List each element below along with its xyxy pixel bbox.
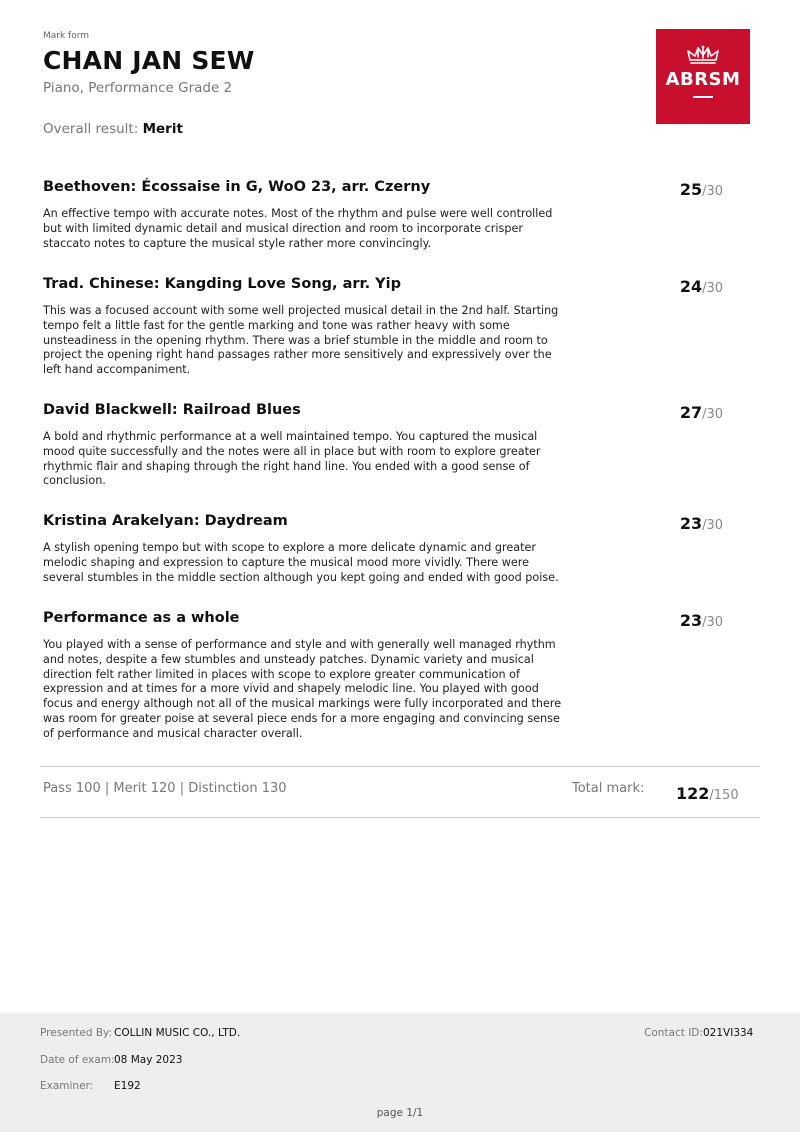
logo-text: ABRSM	[665, 69, 741, 90]
piece-score	[680, 514, 723, 533]
total-mark-max: /150	[709, 788, 739, 803]
examiner-comment: You played with a sense of performance and style and with generally well managed rhythm and notes, despite a few stumbles and unsteady patches. Dynamic variety and musical direction felt rather limited in places with scope to explore greater communication of expression and at times for a more vivid and shapely melodic line. You played with good focus and energy although not all of the musical markings were fully incorporated and there was room for greater poise at several piece ends for a more engaging and convincing sense of performance and musical character overall.	[43, 638, 562, 740]
score-max: /30	[702, 184, 723, 199]
score-max: /30	[702, 281, 723, 296]
piece-score	[680, 277, 723, 296]
score-max: /30	[702, 615, 723, 630]
piece-score	[680, 403, 723, 422]
totals-bottom-divider	[40, 817, 760, 818]
presented-by-label: Presented By:	[40, 1027, 113, 1039]
examiner-value: E192	[114, 1080, 141, 1092]
piece-title: David Blackwell: Railroad Blues	[43, 402, 301, 418]
assessment-section-2	[43, 276, 733, 378]
examiner-comment: An effective tempo with accurate notes. Most of the rhythm and pulse were well controlled but with limited dynamic detail and musical direction and room to incorporate crisper staccato notes to capture the musical style rather more convincingly.	[43, 207, 553, 250]
piece-title: Trad. Chinese: Kangding Love Song, arr. Yip	[43, 276, 402, 292]
header	[43, 31, 603, 96]
contact-id-label: Contact ID:	[644, 1027, 703, 1039]
exam-date-value: 08 May 2023	[114, 1054, 183, 1066]
presented-by-value: COLLIN MUSIC CO., LTD.	[114, 1027, 241, 1039]
total-mark-value: 122	[676, 784, 710, 803]
doc-type: Mark form	[43, 31, 90, 41]
crown-icon	[686, 45, 720, 67]
grade-thresholds: Pass 100 | Merit 120 | Distinction 130	[43, 781, 287, 796]
exam-date-label: Date of exam:	[40, 1054, 115, 1066]
contact-id-value: 021VI334	[703, 1027, 754, 1039]
overall-result-label: Overall result:	[43, 121, 139, 137]
assessment-section-3	[43, 402, 733, 489]
assessment-section-1	[43, 179, 733, 251]
overall-result	[43, 121, 183, 137]
assessment-section-4	[43, 513, 733, 585]
abrsm-logo	[656, 29, 750, 124]
piece-title: Beethoven: Écossaise in G, WoO 23, arr. Czerny	[43, 179, 431, 195]
total-mark-label: Total mark:	[572, 781, 645, 796]
examiner-comment: A bold and rhythmic performance at a well maintained tempo. You captured the musical mood quite successfully and the notes were all in place but with room to explore greater rhythmic flair and shaping through the right hand line. You ended with a good sense of conclusion.	[43, 430, 541, 488]
score-value: 27	[679, 403, 703, 422]
logo-underline	[693, 96, 713, 98]
piece-score	[680, 180, 723, 199]
score-value: 25	[679, 180, 703, 199]
total-mark	[676, 784, 739, 803]
assessment-section-5	[43, 610, 733, 742]
exam-subject: Piano, Performance Grade 2	[43, 80, 233, 96]
page-number: page 1/1	[376, 1107, 424, 1119]
piece-score	[680, 611, 723, 630]
score-value: 23	[679, 514, 703, 533]
score-value: 23	[679, 611, 703, 630]
footer	[0, 1013, 800, 1132]
examiner-comment: This was a focused account with some well projected musical detail in the 2nd half. Starting tempo felt a little fast for the gentle marking and tone was rather heavy with some unsteadiness in the opening rhythm. There was a brief stumble in the middle and room to project the opening right hand passages rather more sensitively and expressively over the left hand accompaniment.	[43, 304, 559, 377]
piece-title: Kristina Arakelyan: Daydream	[43, 513, 288, 529]
score-max: /30	[702, 407, 723, 422]
score-value: 24	[679, 277, 703, 296]
totals-top-divider	[40, 766, 760, 767]
examiner-comment: A stylish opening tempo but with scope to explore a more delicate dynamic and greater melodic shaping and expression to capture the musical mood more vividly. There were several stumbles in the middle section although you kept going and ended with good poise.	[43, 541, 559, 584]
piece-title: Performance as a whole	[43, 610, 240, 626]
score-max: /30	[702, 518, 723, 533]
overall-result-value: Merit	[142, 121, 183, 137]
candidate-name: CHAN JAN SEW	[43, 46, 255, 75]
examiner-label: Examiner:	[40, 1080, 94, 1092]
